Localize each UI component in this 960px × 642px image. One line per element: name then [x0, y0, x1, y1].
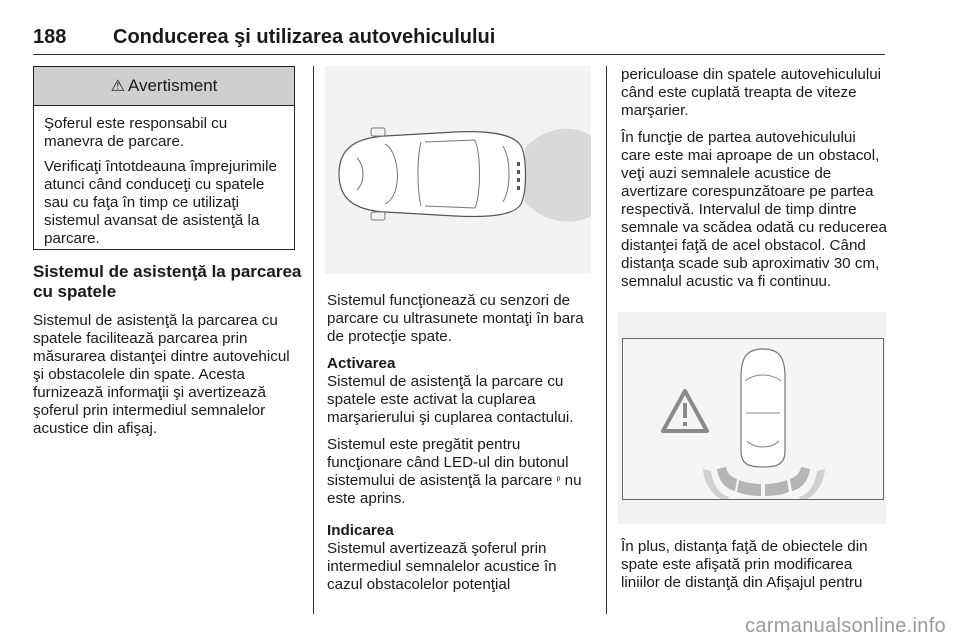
activation-paragraph-1: Sistemul de asistenţă la parcare cu spatele este activat la cuplarea marşarierului şi cuplarea contactului.: [327, 373, 574, 426]
indication-paragraph-1: Sistemul avertizează şoferul prin intermediul semnalelor acustice în cazul obstacolelor potenţial: [327, 540, 557, 593]
column-1-text: [33, 312, 301, 447]
section-title: Sistemul de asistenţă la parcarea cu spatele: [33, 262, 302, 301]
warning-triangle-icon: [663, 391, 707, 431]
page-header: [33, 22, 885, 55]
activation-paragraph-2-end: nu este aprins.: [327, 472, 582, 507]
column-3-text-bottom: [621, 538, 887, 601]
warning-text-1: Şoferul este responsabil cu manevra de parcare.: [44, 115, 228, 150]
chapter-title: Conducerea şi utilizarea autovehiculului: [113, 26, 496, 48]
warning-header: [34, 67, 294, 106]
continuation-paragraph: periculoase din spatele autovehiculului când este cuplată treapta de viteze marşarier.: [621, 66, 882, 119]
warning-body: [34, 106, 294, 248]
distance-display-paragraph: În plus, distanţa faţă de obiectele din spate este afişată prin modificarea liniilor de distanţă din Afişajul pentru: [621, 538, 868, 591]
park-assist-button-icon: ᵖ: [556, 475, 561, 486]
section-paragraph-1: Sistemul de asistenţă la parcarea cu spatele facilitează parcarea prin măsurarea distanţei dintre autovehicul şi obstacolele din spate. Acesta furnizează informaţii şi avertizează şoferul prin intermediul semnalelor acustice din afişaj.: [33, 312, 290, 437]
column-divider: [606, 66, 607, 614]
activation-heading: Activarea: [327, 355, 396, 372]
warning-box: [33, 66, 295, 250]
column-divider: [313, 66, 314, 614]
warning-triangle-icon: ⚠: [110, 78, 125, 95]
indication-heading: Indicarea: [327, 522, 394, 539]
warning-text-2: Verificaţi întotdeauna împrejurimile atunci când conduceţi cu spatele sau cu faţa în timp ce utilizaţi sistemul avansat de asistenţă la parcare.: [44, 158, 277, 247]
column-3-text-top: [621, 66, 887, 300]
sensor-paragraph: Sistemul funcţionează cu senzori de parcare cu ultrasunete montaţi în bara de protecţie spate.: [327, 292, 584, 345]
signal-paragraph: În funcţie de partea autovehiculului care este mai aproape de un obstacol, veţi auzi semnalele acustice de avertizare corespunzătoare pe partea respectivă. Intervalul de timp dintre semnale va scădea odată cu reducerea distanţei faţă de acel obstacol. Când distanţa scade sub aproximativ 30 cm, semnalul acustic va fi continuu.: [621, 129, 887, 290]
watermark-text: carmanualsonline.info: [745, 615, 946, 637]
display-frame: [622, 338, 884, 500]
column-2-text: [327, 292, 593, 603]
display-illustration: [618, 312, 886, 524]
page-number: 188: [33, 26, 67, 48]
activation-paragraph-2: Sistemul este pregătit pentru funcţionare când LED-ul din butonul sistemului de asistenţă la parcare: [327, 436, 569, 489]
car-sensor-illustration: [325, 66, 591, 274]
warning-title: Avertisment: [127, 76, 218, 95]
